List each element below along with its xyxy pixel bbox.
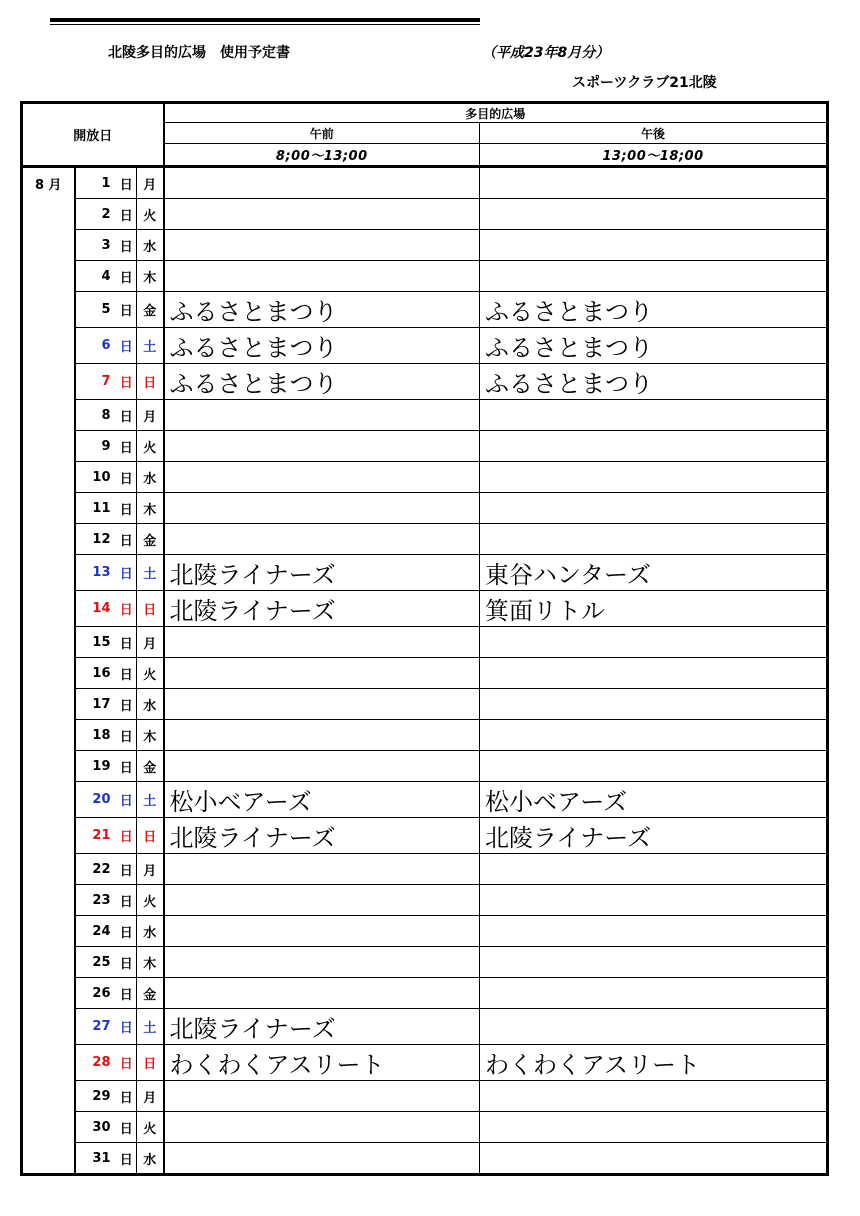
- day-number: 14: [75, 591, 117, 627]
- day-of-week: 土: [137, 782, 164, 818]
- day-suffix: 日: [117, 720, 137, 751]
- table-row: [22, 689, 828, 720]
- day-of-week: 火: [137, 658, 164, 689]
- day-suffix: 日: [117, 854, 137, 885]
- am-reservation: [164, 462, 480, 493]
- pm-reservation: [480, 627, 828, 658]
- pm-reservation: ふるさとまつり: [480, 328, 828, 364]
- table-row: [22, 1045, 828, 1081]
- am-reservation: [164, 1112, 480, 1143]
- document-title: 北陵多目的広場 使用予定書: [108, 45, 290, 61]
- day-number: 30: [75, 1112, 117, 1143]
- day-number: 28: [75, 1045, 117, 1081]
- day-of-week: 日: [137, 591, 164, 627]
- day-suffix: 日: [117, 1081, 137, 1112]
- am-reservation: [164, 199, 480, 230]
- pm-reservation: わくわくアスリート: [480, 1045, 828, 1081]
- day-of-week: 日: [137, 364, 164, 400]
- day-number: 1: [75, 167, 117, 199]
- day-of-week: 水: [137, 916, 164, 947]
- pm-reservation: [480, 947, 828, 978]
- day-of-week: 月: [137, 854, 164, 885]
- day-number: 21: [75, 818, 117, 854]
- day-of-week: 水: [137, 462, 164, 493]
- table-row: [22, 230, 828, 261]
- day-of-week: 木: [137, 947, 164, 978]
- day-number: 4: [75, 261, 117, 292]
- am-reservation: ふるさとまつり: [164, 364, 480, 400]
- table-row: [22, 627, 828, 658]
- am-reservation: [164, 167, 480, 199]
- am-reservation: [164, 720, 480, 751]
- table-row: [22, 947, 828, 978]
- table-row: [22, 493, 828, 524]
- day-suffix: 日: [117, 782, 137, 818]
- day-suffix: 日: [117, 261, 137, 292]
- day-of-week: 月: [137, 627, 164, 658]
- am-reservation: [164, 627, 480, 658]
- am-reservation: [164, 689, 480, 720]
- day-number: 22: [75, 854, 117, 885]
- day-suffix: 日: [117, 689, 137, 720]
- day-number: 20: [75, 782, 117, 818]
- day-number: 26: [75, 978, 117, 1009]
- day-number: 12: [75, 524, 117, 555]
- day-of-week: 土: [137, 555, 164, 591]
- day-of-week: 日: [137, 1045, 164, 1081]
- day-of-week: 水: [137, 230, 164, 261]
- day-suffix: 日: [117, 230, 137, 261]
- table-row: [22, 167, 828, 199]
- day-number: 18: [75, 720, 117, 751]
- day-of-week: 火: [137, 431, 164, 462]
- pm-reservation: [480, 261, 828, 292]
- pm-reservation: [480, 167, 828, 199]
- day-of-week: 月: [137, 1081, 164, 1112]
- table-row: [22, 885, 828, 916]
- open-day-header: 開放日: [22, 103, 164, 167]
- am-reservation: [164, 400, 480, 431]
- day-suffix: 日: [117, 167, 137, 199]
- day-number: 25: [75, 947, 117, 978]
- day-of-week: 金: [137, 292, 164, 328]
- am-reservation: [164, 261, 480, 292]
- day-suffix: 日: [117, 591, 137, 627]
- day-suffix: 日: [117, 947, 137, 978]
- day-of-week: 金: [137, 524, 164, 555]
- header-rule-thin: [50, 24, 480, 25]
- am-reservation: 北陵ライナーズ: [164, 555, 480, 591]
- pm-reservation: [480, 885, 828, 916]
- day-suffix: 日: [117, 292, 137, 328]
- pm-reservation: 箕面リトル: [480, 591, 828, 627]
- table-row: [22, 328, 828, 364]
- day-number: 17: [75, 689, 117, 720]
- day-number: 15: [75, 627, 117, 658]
- table-row: [22, 854, 828, 885]
- am-time-header: 8;00～13;00: [164, 144, 480, 167]
- pm-reservation: [480, 199, 828, 230]
- day-suffix: 日: [117, 658, 137, 689]
- day-suffix: 日: [117, 1045, 137, 1081]
- day-number: 13: [75, 555, 117, 591]
- table-row: [22, 658, 828, 689]
- day-suffix: 日: [117, 400, 137, 431]
- day-suffix: 日: [117, 1009, 137, 1045]
- table-row: [22, 818, 828, 854]
- day-of-week: 金: [137, 978, 164, 1009]
- am-reservation: 北陵ライナーズ: [164, 1009, 480, 1045]
- pm-reservation: [480, 493, 828, 524]
- day-number: 24: [75, 916, 117, 947]
- table-row: [22, 524, 828, 555]
- am-reservation: [164, 751, 480, 782]
- pm-reservation: [480, 1112, 828, 1143]
- am-reservation: [164, 1143, 480, 1175]
- day-of-week: 月: [137, 167, 164, 199]
- pm-reservation: [480, 431, 828, 462]
- day-suffix: 日: [117, 818, 137, 854]
- day-of-week: 火: [137, 1112, 164, 1143]
- day-number: 16: [75, 658, 117, 689]
- pm-reservation: [480, 230, 828, 261]
- day-number: 19: [75, 751, 117, 782]
- day-suffix: 日: [117, 524, 137, 555]
- day-of-week: 水: [137, 689, 164, 720]
- am-reservation: 北陵ライナーズ: [164, 818, 480, 854]
- table-row: [22, 1143, 828, 1175]
- am-reservation: [164, 1081, 480, 1112]
- pm-header: 午後: [480, 123, 828, 144]
- pm-reservation: [480, 916, 828, 947]
- pm-reservation: [480, 751, 828, 782]
- am-header: 午前: [164, 123, 480, 144]
- table-row: [22, 916, 828, 947]
- day-of-week: 火: [137, 885, 164, 916]
- table-row: [22, 292, 828, 328]
- pm-reservation: ふるさとまつり: [480, 364, 828, 400]
- day-suffix: 日: [117, 916, 137, 947]
- am-reservation: [164, 230, 480, 261]
- day-of-week: 金: [137, 751, 164, 782]
- day-of-week: 木: [137, 261, 164, 292]
- am-reservation: 松小ベアーズ: [164, 782, 480, 818]
- table-row: [22, 1081, 828, 1112]
- day-of-week: 木: [137, 720, 164, 751]
- day-of-week: 木: [137, 493, 164, 524]
- month-label: 8 月: [22, 167, 75, 1175]
- day-of-week: 月: [137, 400, 164, 431]
- table-row: [22, 364, 828, 400]
- am-reservation: 北陵ライナーズ: [164, 591, 480, 627]
- table-row: [22, 462, 828, 493]
- day-suffix: 日: [117, 627, 137, 658]
- table-row: [22, 1009, 828, 1045]
- table-row: [22, 400, 828, 431]
- day-number: 10: [75, 462, 117, 493]
- day-number: 8: [75, 400, 117, 431]
- am-reservation: [164, 524, 480, 555]
- pm-reservation: [480, 1143, 828, 1175]
- table-row: [22, 751, 828, 782]
- table-row: [22, 720, 828, 751]
- day-number: 27: [75, 1009, 117, 1045]
- day-suffix: 日: [117, 1112, 137, 1143]
- am-reservation: [164, 493, 480, 524]
- day-number: 11: [75, 493, 117, 524]
- table-row: [22, 431, 828, 462]
- pm-reservation: [480, 400, 828, 431]
- day-of-week: 水: [137, 1143, 164, 1175]
- pm-reservation: [480, 658, 828, 689]
- table-row: [22, 555, 828, 591]
- pm-reservation: [480, 1009, 828, 1045]
- am-reservation: わくわくアスリート: [164, 1045, 480, 1081]
- pm-reservation: ふるさとまつり: [480, 292, 828, 328]
- pm-reservation: 北陵ライナーズ: [480, 818, 828, 854]
- pm-reservation: [480, 524, 828, 555]
- day-suffix: 日: [117, 462, 137, 493]
- table-row: [22, 782, 828, 818]
- day-suffix: 日: [117, 364, 137, 400]
- day-suffix: 日: [117, 978, 137, 1009]
- day-suffix: 日: [117, 885, 137, 916]
- am-reservation: ふるさとまつり: [164, 328, 480, 364]
- pm-time-header: 13;00～18;00: [602, 149, 704, 164]
- table-row: [22, 261, 828, 292]
- am-reservation: [164, 658, 480, 689]
- day-number: 5: [75, 292, 117, 328]
- am-reservation: [164, 947, 480, 978]
- day-suffix: 日: [117, 751, 137, 782]
- table-row: [22, 199, 828, 230]
- am-reservation: [164, 854, 480, 885]
- day-suffix: 日: [117, 493, 137, 524]
- pm-reservation: [480, 978, 828, 1009]
- am-reservation: [164, 885, 480, 916]
- schedule-table: [20, 101, 829, 1176]
- area-header: 多目的広場: [164, 103, 828, 123]
- pm-reservation: [480, 689, 828, 720]
- day-of-week: 火: [137, 199, 164, 230]
- pm-reservation: [480, 1081, 828, 1112]
- day-of-week: 土: [137, 328, 164, 364]
- pm-reservation: 東谷ハンターズ: [480, 555, 828, 591]
- header-rule: [50, 18, 480, 22]
- table-row: [22, 591, 828, 627]
- day-number: 2: [75, 199, 117, 230]
- pm-reservation: [480, 720, 828, 751]
- pm-reservation: [480, 854, 828, 885]
- am-reservation: [164, 978, 480, 1009]
- organization-name: スポーツクラブ21北陵: [572, 75, 717, 91]
- day-of-week: 日: [137, 818, 164, 854]
- day-number: 7: [75, 364, 117, 400]
- day-suffix: 日: [117, 328, 137, 364]
- day-number: 3: [75, 230, 117, 261]
- table-row: [22, 1112, 828, 1143]
- pm-reservation: [480, 462, 828, 493]
- document-period: （平成23年8月分）: [482, 45, 610, 61]
- day-number: 29: [75, 1081, 117, 1112]
- am-reservation: [164, 431, 480, 462]
- pm-reservation: 松小ベアーズ: [480, 782, 828, 818]
- day-of-week: 土: [137, 1009, 164, 1045]
- day-number: 31: [75, 1143, 117, 1175]
- am-reservation: ふるさとまつり: [164, 292, 480, 328]
- day-suffix: 日: [117, 199, 137, 230]
- table-row: [22, 978, 828, 1009]
- day-suffix: 日: [117, 431, 137, 462]
- am-reservation: [164, 916, 480, 947]
- day-number: 9: [75, 431, 117, 462]
- day-number: 6: [75, 328, 117, 364]
- day-suffix: 日: [117, 1143, 137, 1175]
- day-suffix: 日: [117, 555, 137, 591]
- day-number: 23: [75, 885, 117, 916]
